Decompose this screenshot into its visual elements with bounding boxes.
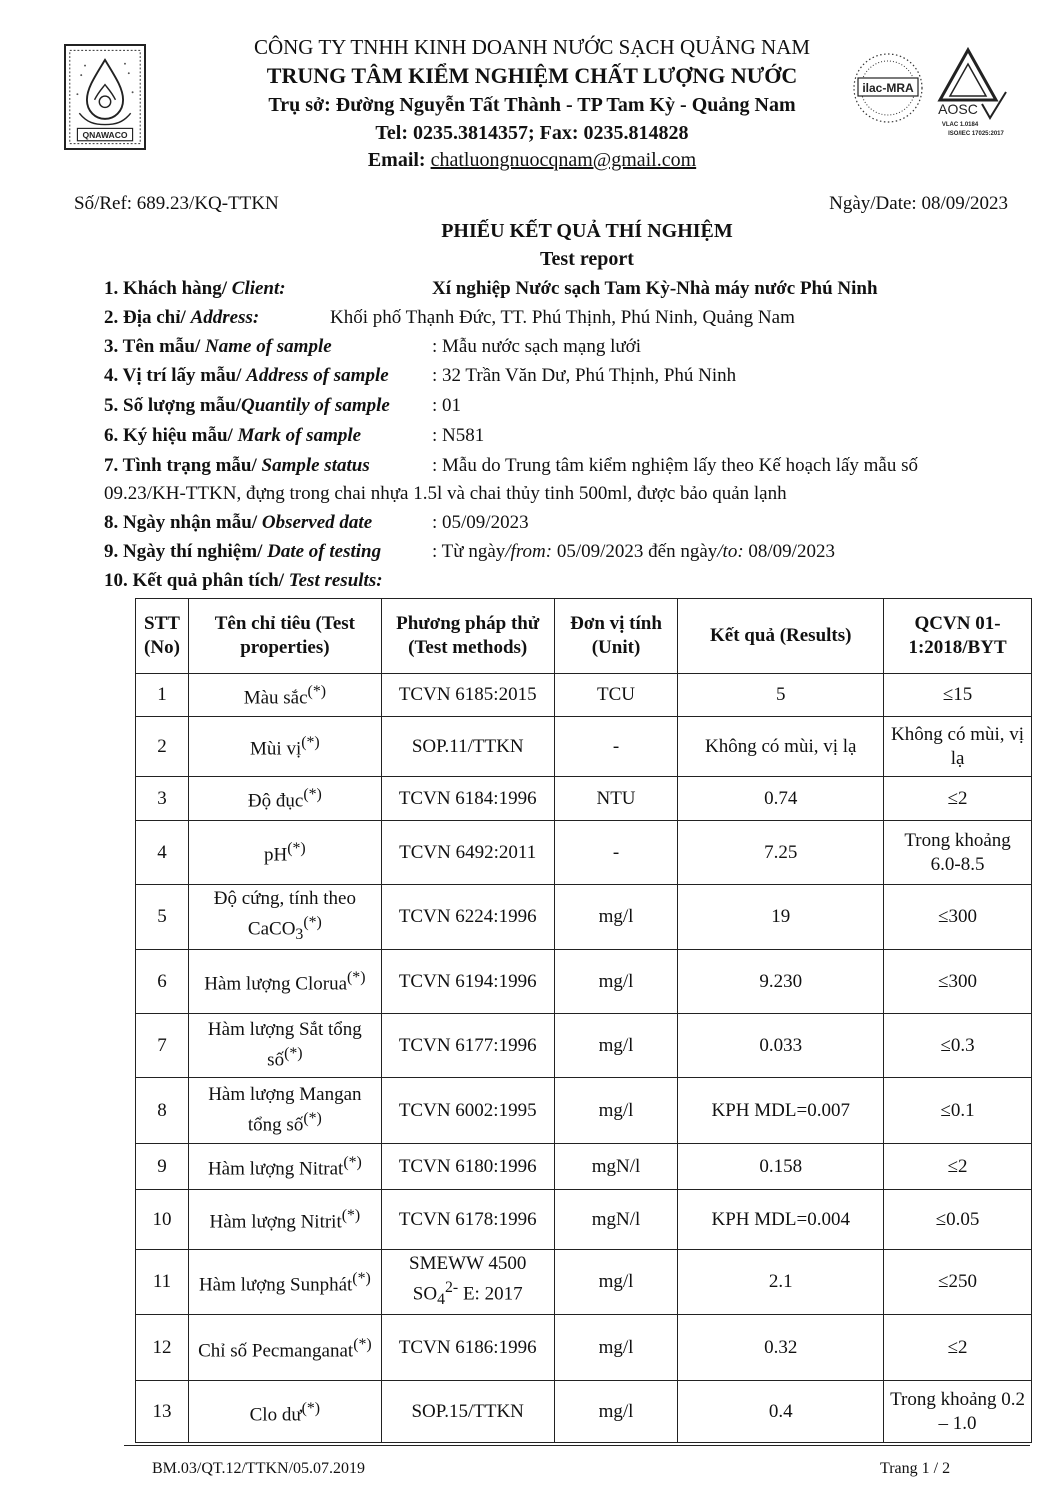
cell-limit: ≤0.05 (884, 1190, 1032, 1250)
cell-limit: ≤0.1 (884, 1078, 1032, 1144)
cell-property: Hàm lượng Mangan tổng số(*) (188, 1078, 381, 1144)
cell-no: 10 (136, 1190, 189, 1250)
cell-property: Độ đục(*) (188, 777, 381, 821)
cell-no: 2 (136, 717, 189, 777)
cell-unit: mgN/l (554, 1144, 678, 1190)
cell-result: 9.230 (678, 950, 884, 1014)
field-address (0, 306, 1064, 330)
cell-unit: mg/l (554, 1078, 678, 1144)
cell-unit: mgN/l (554, 1190, 678, 1250)
field-label: 10. Kết quả phân tích/ Test results: (104, 570, 383, 591)
svg-text:VLAC 1.0184: VLAC 1.0184 (941, 122, 979, 128)
cell-result: KPH MDL=0.007 (678, 1078, 884, 1144)
cell-method: TCVN 6178:1996 (381, 1190, 554, 1250)
table-row (136, 1315, 1032, 1381)
field-label: 8. Ngày nhận mẫu/ Observed date (104, 512, 373, 533)
cell-no: 9 (136, 1144, 189, 1190)
report-date: Ngày/Date: 08/09/2023 (829, 193, 1008, 214)
cell-property: Độ cứng, tính theo CaCO$_3$(*) (188, 885, 381, 950)
col-header-unit: Đơn vị tính (Unit) (554, 599, 678, 674)
cell-unit: TCU (554, 674, 678, 717)
cell-unit: mg/l (554, 1381, 678, 1443)
cell-unit: NTU (554, 777, 678, 821)
table-row (136, 777, 1032, 821)
field-value: : 32 Trần Văn Dư, Phú Thịnh, Phú Ninh (432, 365, 737, 386)
table-row (136, 1014, 1032, 1078)
table-row (136, 1190, 1032, 1250)
cell-result: 0.033 (678, 1014, 884, 1078)
table-row (136, 1250, 1032, 1315)
cell-method: SMEWW 4500 $SO_4^{2-}$ E: 2017 (381, 1250, 554, 1315)
field-test-results (0, 569, 1064, 593)
cell-result: 7.25 (678, 821, 884, 885)
cell-limit: ≤300 (884, 885, 1032, 950)
field-sample-location (0, 364, 1064, 388)
field-label: 1. Khách hàng/ Client: (104, 278, 286, 299)
field-sample-mark (0, 424, 1064, 448)
cell-method: TCVN 6492:2011 (381, 821, 554, 885)
cell-result: KPH MDL=0.004 (678, 1190, 884, 1250)
cell-unit: mg/l (554, 1250, 678, 1315)
cell-no: 8 (136, 1078, 189, 1144)
field-label: 9. Ngày thí nghiệm/ Date of testing (104, 541, 382, 562)
cell-method: TCVN 6184:1996 (381, 777, 554, 821)
cell-no: 11 (136, 1250, 189, 1315)
table-row (136, 717, 1032, 777)
cell-property: Mùi vị(*) (188, 717, 381, 777)
form-code: BM.03/QT.12/TTKN/05.07.2019 (152, 1460, 366, 1477)
svg-text:AOSC: AOSC (938, 101, 978, 117)
field-observed-date (0, 511, 1064, 535)
col-header-result: Kết quả (Results) (678, 599, 884, 674)
footer-divider (124, 1445, 1030, 1446)
field-value: : Mẫu nước sạch mạng lưới (432, 336, 642, 357)
cell-limit: ≤15 (884, 674, 1032, 717)
cell-result: 5 (678, 674, 884, 717)
headquarters-address: Trụ sở: Đường Nguyễn Tất Thành - TP Tam Kỳ - Quảng Nam (268, 94, 796, 116)
field-label: 7. Tình trạng mẫu/ Sample status (104, 455, 370, 476)
cell-property: pH(*) (188, 821, 381, 885)
cell-no: 1 (136, 674, 189, 717)
table-row (136, 950, 1032, 1014)
cell-limit: ≤0.3 (884, 1014, 1032, 1078)
cell-property: Hàm lượng Clorua(*) (188, 950, 381, 1014)
col-header-qcvn: QCVN 01-1:2018/BYT (884, 599, 1032, 674)
cell-no: 7 (136, 1014, 189, 1078)
cell-method: TCVN 6180:1996 (381, 1144, 554, 1190)
field-value: : Từ ngày/from: 05/09/2023 đến ngày/to: 08/09/2023 (432, 541, 835, 562)
cell-result: 0.32 (678, 1315, 884, 1381)
cell-result: 0.4 (678, 1381, 884, 1443)
cell-property: Hàm lượng Sắt tổng số(*) (188, 1014, 381, 1078)
table-row (136, 1381, 1032, 1443)
cell-unit: - (554, 821, 678, 885)
field-label: 3. Tên mẫu/ Name of sample (104, 336, 332, 357)
cell-limit: ≤2 (884, 1315, 1032, 1381)
field-sample-name (0, 335, 1064, 359)
field-value: Xí nghiệp Nước sạch Tam Kỳ-Nhà máy nước Phú Ninh (432, 278, 878, 299)
report-title: PHIẾU KẾT QUẢ THÍ NGHIỆM (441, 220, 733, 242)
table-row (136, 1078, 1032, 1144)
cell-limit: ≤250 (884, 1250, 1032, 1315)
field-label: 6. Ký hiệu mẫu/ Mark of sample (104, 425, 362, 446)
field-label: 5. Số lượng mẫu/Quantily of sample (104, 395, 390, 416)
cell-limit: ≤2 (884, 777, 1032, 821)
field-label: 4. Vị trí lấy mẫu/ Address of sample (104, 365, 389, 386)
field-client (0, 277, 1064, 301)
cell-method: TCVN 6186:1996 (381, 1315, 554, 1381)
cell-no: 4 (136, 821, 189, 885)
field-value: : Mẫu do Trung tâm kiểm nghiệm lấy theo Kế hoạch lấy mẫu số (432, 455, 919, 476)
cell-limit: Trong khoảng 0.2 – 1.0 (884, 1381, 1032, 1443)
cell-property: Màu sắc(*) (188, 674, 381, 717)
cell-unit: - (554, 717, 678, 777)
cell-method: TCVN 6002:1995 (381, 1078, 554, 1144)
field-value: Khối phố Thạnh Đức, TT. Phú Thịnh, Phú Ninh, Quảng Nam (330, 307, 795, 328)
cell-method: SOP.15/TTKN (381, 1381, 554, 1443)
contact-email (0, 147, 1064, 173)
center-name: TRUNG TÂM KIỂM NGHIỆM CHẤT LƯỢNG NƯỚC (266, 63, 798, 88)
cell-property: Chỉ số Pecmanganat(*) (188, 1315, 381, 1381)
table-row (136, 821, 1032, 885)
cell-limit: Không có mùi, vị lạ (884, 717, 1032, 777)
col-header-method: Phương pháp thử (Test methods) (381, 599, 554, 674)
cell-property: Hàm lượng Sunphát(*) (188, 1250, 381, 1315)
cell-method: TCVN 6185:2015 (381, 674, 554, 717)
svg-text:ilac-MRA: ilac-MRA (862, 81, 914, 95)
cell-result: 0.158 (678, 1144, 884, 1190)
cell-result: 2.1 (678, 1250, 884, 1315)
cell-property: Hàm lượng Nitrit(*) (188, 1190, 381, 1250)
col-header-property: Tên chỉ tiêu (Test properties) (188, 599, 381, 674)
reference-number: Số/Ref: 689.23/KQ-TTKN (74, 193, 279, 214)
cell-limit: ≤300 (884, 950, 1032, 1014)
cell-property: Hàm lượng Nitrat(*) (188, 1144, 381, 1190)
field-value: : 05/09/2023 (432, 512, 529, 533)
table-row (136, 1144, 1032, 1190)
field-testing-date (0, 540, 1064, 564)
results-table (135, 598, 1032, 1443)
cell-unit: mg/l (554, 1014, 678, 1078)
table-header-row (136, 599, 1032, 674)
field-value: : 01 (432, 395, 462, 416)
company-name: CÔNG TY TNHH KINH DOANH NƯỚC SẠCH QUẢNG NAM (253, 35, 811, 59)
cell-method: TCVN 6177:1996 (381, 1014, 554, 1078)
contact-phone: Tel: 0235.3814357; Fax: 0235.814828 (375, 122, 689, 144)
cell-limit: ≤2 (884, 1144, 1032, 1190)
cell-no: 13 (136, 1381, 189, 1443)
svg-text:ISO/IEC 17025:2017: ISO/IEC 17025:2017 (948, 131, 1004, 137)
cell-unit: mg/l (554, 950, 678, 1014)
table-row (136, 674, 1032, 717)
field-sample-status (0, 454, 1064, 478)
cell-method: SOP.11/TTKN (381, 717, 554, 777)
col-header-stt: STT (No) (136, 599, 189, 674)
cell-no: 6 (136, 950, 189, 1014)
cell-result: 19 (678, 885, 884, 950)
field-value: : N581 (432, 425, 485, 446)
cell-unit: mg/l (554, 885, 678, 950)
cell-result: Không có mùi, vị lạ (678, 717, 884, 777)
field-sample-status-continued: 09.23/KH-TTKN, đựng trong chai nhựa 1.5l và chai thủy tinh 500ml, được bảo quản lạnh (104, 483, 787, 504)
cell-no: 3 (136, 777, 189, 821)
field-sample-quantity (0, 394, 1064, 418)
email-label: Email: (367, 149, 431, 171)
cell-no: 5 (136, 885, 189, 950)
cell-result: 0.74 (678, 777, 884, 821)
cell-unit: mg/l (554, 1315, 678, 1381)
email-link[interactable]: chatluongnuocqnam@gmail.com (430, 149, 697, 171)
field-label: 2. Địa chỉ/ Address: (104, 307, 260, 328)
cell-method: TCVN 6224:1996 (381, 885, 554, 950)
page-number: Trang 1 / 2 (880, 1460, 951, 1477)
svg-text:QNAWACO: QNAWACO (82, 129, 128, 140)
cell-no: 12 (136, 1315, 189, 1381)
report-subtitle: Test report (540, 248, 634, 270)
cell-method: TCVN 6194:1996 (381, 950, 554, 1014)
table-row (136, 885, 1032, 950)
cell-property: Clo dư(*) (188, 1381, 381, 1443)
cell-limit: Trong khoảng 6.0-8.5 (884, 821, 1032, 885)
